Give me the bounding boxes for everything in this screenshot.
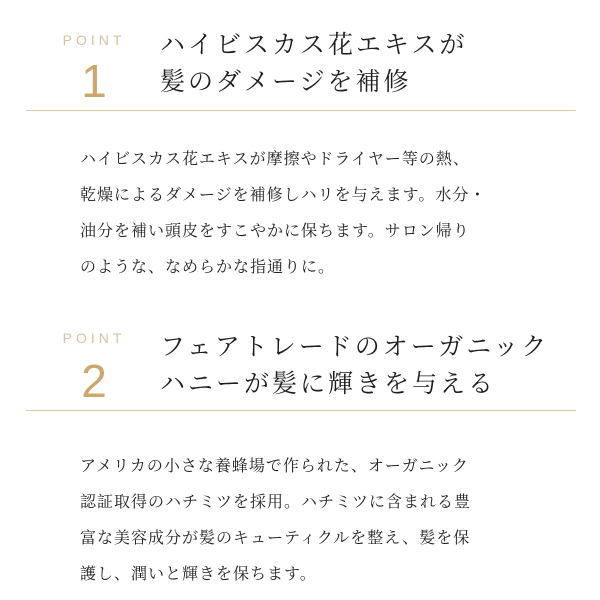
point-body-line: アメリカの小さな養蜂場で作られた、オーガニック [80,456,469,475]
point-body [80,448,550,592]
section-divider [26,410,576,411]
point-heading-line: ハイビスカス花エキスが [160,30,468,59]
point-body-line: 護し、潤いと輝きを保ちます。 [80,564,317,583]
point-number: 1 [81,55,107,107]
point-body-line: 油分を補い頭皮をすこやかに保ちます。サロン帰り [80,221,470,240]
point-heading [160,328,549,402]
point-body-line: 富な美容成分が髪のキューティクルを整え、髪を保 [80,528,471,547]
point-label: POINT [62,32,126,48]
point-heading [160,26,468,100]
point-body-line: 乾燥によるダメージを補修しハリを与えます。水分・ [80,185,487,204]
point-body-line: のような、なめらかな指通りに。 [80,257,336,276]
point-number: 2 [81,355,107,407]
point-body [80,141,550,285]
section-divider [26,110,576,111]
point-heading-line: フェアトレードのオーガニック [160,332,550,361]
point-body-line: ハイビスカス花エキスが摩擦やドライヤー等の熱、 [80,149,470,168]
point-label: POINT [62,330,126,346]
point-body-line: 認証取得のハチミツを採用。ハチミツに含まれる豊 [80,492,472,511]
point-heading-line: ハニーが髪に輝きを与える [160,369,497,398]
point-heading-line: 髪のダメージを補修 [160,67,412,96]
